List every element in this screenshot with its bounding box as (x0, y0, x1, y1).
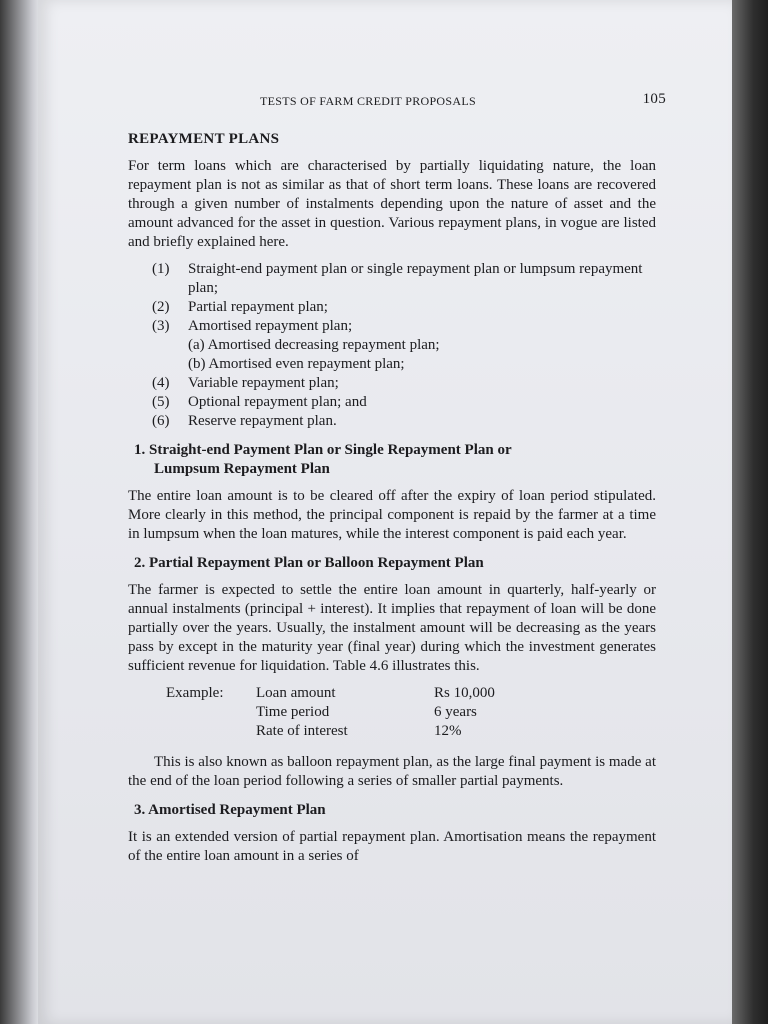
example-value: 12% (434, 723, 462, 739)
plan1-heading-line2: Lumpsum Repayment Plan (154, 461, 330, 477)
plan2-body: The farmer is expected to settle the entire loan amount in quarterly, half-yearly or annual instalments (principal + interest). It implies that repayment of loan will be done partially over the years. Usually, the instalment amount will be decreasing as the years pass by except in the maturity year (final year) during which the investment generates sufficient revenue for liquidation. Table 4.6 illustrates this. (128, 582, 656, 674)
page-content (128, 86, 666, 874)
list-item-text: Variable repayment plan; (188, 375, 339, 391)
list-item-text: Optional repayment plan; and (188, 394, 367, 410)
book-page (38, 0, 732, 1024)
section-title: REPAYMENT PLANS (128, 131, 280, 147)
example-key: Rate of interest (256, 723, 348, 739)
list-item-text: Reserve repayment plan. (188, 413, 337, 429)
plan2-heading: 2. Partial Repayment Plan or Balloon Repayment Plan (134, 555, 484, 571)
plan3-body: It is an extended version of partial repayment plan. Amortisation means the repayment of the entire loan amount in a series of (128, 829, 656, 864)
plan2-note: This is also known as balloon repayment plan, as the large final payment is made at the end of the loan period following a series of smaller partial payments. (128, 754, 656, 789)
plan3-heading: 3. Amortised Repayment Plan (134, 802, 326, 818)
page-edge-shadow (732, 0, 768, 1024)
list-item-number: (5) (152, 394, 170, 410)
list-item-number: (4) (152, 375, 170, 391)
list-item (128, 260, 656, 298)
example-value: Rs 10,000 (434, 685, 495, 701)
list-item-text: Partial repayment plan; (188, 299, 328, 315)
plan1-heading (134, 441, 656, 479)
example-key: Loan amount (256, 685, 336, 701)
book-gutter (0, 0, 38, 1024)
list-item-number: (1) (152, 261, 170, 277)
intro-paragraph: For term loans which are characterised by partially liquidating nature, the loan repayment plan is not as similar as that of short term loans. These loans are recovered through a given number of instalments depending upon the nature of asset and the amount advanced for the asset in question. Various repayment plans, in vogue are listed and briefly explained here. (128, 158, 656, 250)
plan1-heading-line1: 1. Straight-end Payment Plan or Single Repayment Plan or (134, 442, 512, 458)
list-item-number: (6) (152, 413, 170, 429)
running-title: TESTS OF FARM CREDIT PROPOSALS (260, 94, 476, 108)
plan1-body: The entire loan amount is to be cleared off after the expiry of loan period stipulated. More clearly in this method, the principal component is repaid by the farmer at a time in lumpsum when the loan matures, while the interest component is paid each year. (128, 488, 656, 542)
list-item (128, 374, 656, 393)
list-item-text: Amortised repayment plan; (188, 318, 353, 334)
example-block (166, 684, 656, 741)
list-item (128, 393, 656, 412)
list-item-number: (2) (152, 299, 170, 315)
list-item (128, 298, 656, 317)
running-head (128, 86, 666, 110)
example-value: 6 years (434, 704, 477, 720)
example-key: Time period (256, 704, 330, 720)
repayment-plan-list (128, 260, 656, 431)
list-subitem: (a) Amortised decreasing repayment plan; (188, 337, 440, 353)
example-label: Example: (166, 685, 224, 701)
list-item (128, 317, 656, 374)
list-item (128, 412, 656, 431)
page-number: 105 (642, 91, 666, 107)
list-item-number: (3) (152, 318, 170, 334)
list-item-text: Straight-end payment plan or single repayment plan or lumpsum repayment plan; (188, 261, 643, 296)
list-subitem: (b) Amortised even repayment plan; (188, 356, 405, 372)
